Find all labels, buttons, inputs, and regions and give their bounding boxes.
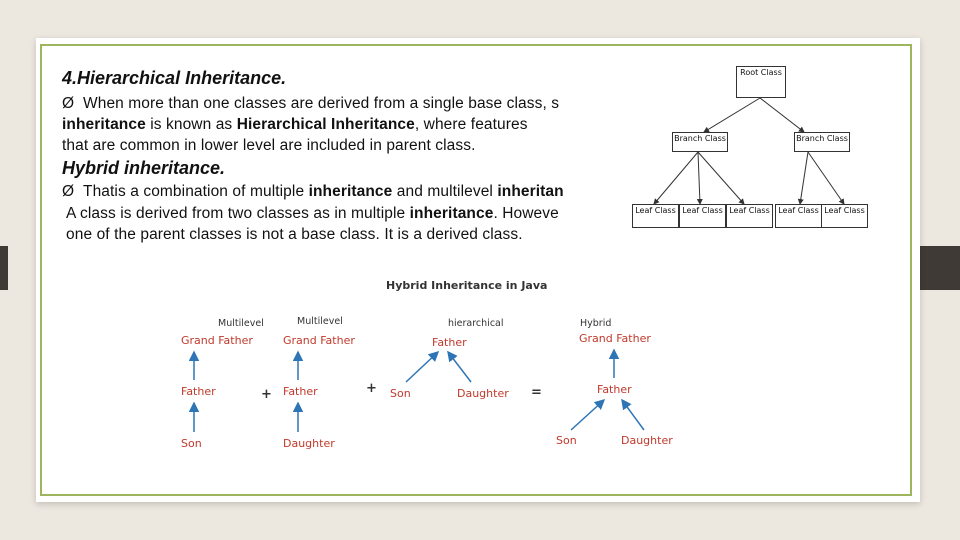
hierarchical-label: hierarchical xyxy=(448,318,504,329)
hier-father: Father xyxy=(432,336,467,349)
paragraph2-line2 xyxy=(66,205,559,223)
tree-leaf-box-3: Leaf Class xyxy=(726,204,773,228)
tree-root-box: Root Class xyxy=(736,66,786,98)
p1-bold-inheritance: inheritance xyxy=(62,116,146,133)
plus-sign-1: + xyxy=(261,387,272,402)
p2-l2-bold: inheritance xyxy=(409,205,494,222)
left-edge-tab xyxy=(0,246,8,290)
multilevel1-label: Multilevel xyxy=(218,318,264,329)
heading-hybrid: Hybrid inheritance. xyxy=(62,158,226,178)
paragraph2-line3: one of the parent classes is not a base class. It is a derived class. xyxy=(66,226,523,243)
hybrid-label: Hybrid xyxy=(580,318,612,329)
multilevel2-label: Multilevel xyxy=(297,316,343,327)
p2-bold2: inheritan xyxy=(497,183,564,200)
ml1-father: Father xyxy=(181,385,216,398)
tree-branch-box-2: Branch Class xyxy=(794,132,850,152)
equals-sign: = xyxy=(531,385,542,400)
hyb-grandfather: Grand Father xyxy=(579,332,651,345)
hyb-father: Father xyxy=(597,383,632,396)
ml2-grandfather: Grand Father xyxy=(283,334,355,347)
p2-l2-b: . Howeve xyxy=(493,205,559,222)
hyb-daughter: Daughter xyxy=(621,434,673,447)
hybrid-inheritance-diagram xyxy=(166,272,686,470)
hyb-son: Son xyxy=(556,434,577,447)
p1-end: , where features xyxy=(414,116,528,133)
ml2-father: Father xyxy=(283,385,318,398)
tree-leaf-box-5: Leaf Class xyxy=(821,204,868,228)
tree-leaf-box-1: Leaf Class xyxy=(632,204,679,228)
plus-sign-2: + xyxy=(366,381,377,396)
hier-daughter: Daughter xyxy=(457,387,509,400)
bullet-arrow-2: Ø xyxy=(62,183,75,200)
p2-l2-a: A class is derived from two classes as in multiple xyxy=(66,205,410,222)
hier-son: Son xyxy=(390,387,411,400)
p2-a: Thatis a combination of multiple xyxy=(83,183,309,200)
p2-bold1: inheritance xyxy=(308,183,393,200)
ml1-son: Son xyxy=(181,437,202,450)
tree-branch-box-1: Branch Class xyxy=(672,132,728,152)
paragraph2-line1 xyxy=(62,183,564,201)
paragraph1-line2 xyxy=(62,116,528,134)
p2-b: and multilevel xyxy=(392,183,498,200)
paragraph1-line1 xyxy=(62,95,559,113)
p1-bold-hierarchical: Hierarchical Inheritance xyxy=(236,116,415,133)
ml2-daughter: Daughter xyxy=(283,437,335,450)
hybrid-title: Hybrid Inheritance in Java xyxy=(386,279,548,292)
paragraph1-line3: that are common in lower level are included in parent class. xyxy=(62,137,476,154)
ml1-grandfather: Grand Father xyxy=(181,334,253,347)
hybrid-diagram-svg xyxy=(166,272,686,470)
heading-hierarchical: 4.Hierarchical Inheritance. xyxy=(62,68,287,88)
bullet-arrow: Ø xyxy=(62,95,75,112)
p1-line1-text: When more than one classes are derived from a single base class, s xyxy=(83,95,560,112)
tree-leaf-box-4: Leaf Class xyxy=(775,204,822,228)
p1-mid: is known as xyxy=(145,116,237,133)
hierarchical-tree-diagram xyxy=(632,64,868,240)
tree-leaf-box-2: Leaf Class xyxy=(679,204,726,228)
